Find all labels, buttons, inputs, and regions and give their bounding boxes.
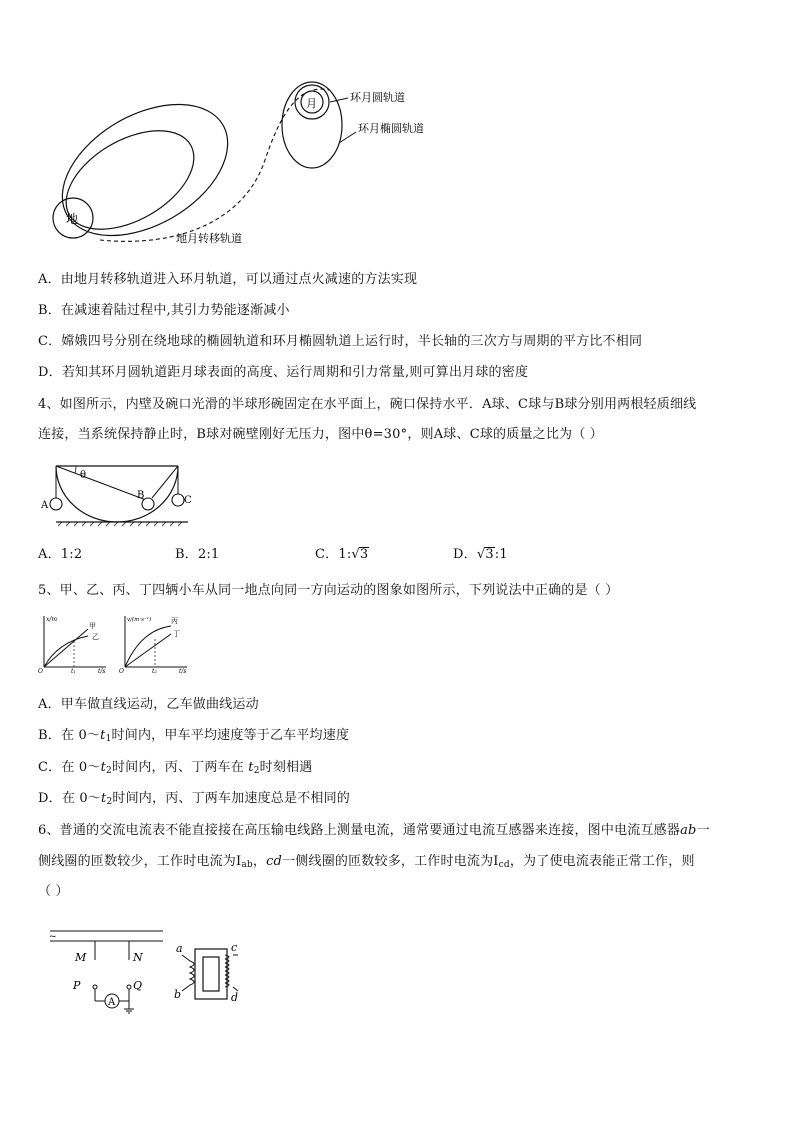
q4-option-d-suffix: :1: [494, 547, 508, 562]
q5-c-t: t: [100, 760, 106, 775]
q5-c-sub: 2: [106, 766, 112, 776]
vt-ylabel: v/(m·s⁻¹): [127, 617, 152, 623]
q6-l2-post: ，为了使电流表能正常工作，则: [509, 854, 695, 869]
q5-option-d: [38, 791, 350, 810]
label-d: d: [231, 991, 239, 1004]
earth-label: 地: [66, 212, 79, 226]
label-b: B: [137, 490, 145, 501]
label-a: a: [176, 942, 183, 955]
label-b: b: [174, 988, 182, 1001]
label-transfer-orbit: 地月转移轨道: [176, 232, 242, 245]
q5-c-sub2: 2: [253, 766, 260, 776]
label-c: C: [184, 495, 192, 506]
q5-c-mid: 时间内，丙、丁两车在: [111, 760, 249, 775]
vt-t2-label: t₂: [152, 668, 157, 674]
terminal-p: [93, 985, 97, 989]
q6-l2-mid: ，: [252, 854, 267, 869]
vt-line-ding: [125, 634, 171, 667]
q5-d-sub: 2: [106, 797, 113, 807]
q6-l2-mid2: 一侧线圈的匝数较多，工作时电流为I: [282, 854, 499, 869]
q6-l2-sub1: ab: [241, 860, 253, 870]
q6-l2-cd: cd: [266, 854, 283, 869]
q4-stem-line2: 连接，当系统保持静止时，B球对碗壁刚好无压力，图中θ=30°，则A球、C球的质量之比为（ ）: [38, 427, 603, 442]
q4-stem-line1: 4、如图所示，内壁及碗口光滑的半球形碗固定在水平面上，碗口保持水平．A球、C球与B球分别用两根轻质细线: [38, 397, 697, 412]
primary-coil: [190, 961, 194, 985]
q4-option-c: C．1:√3: [315, 547, 369, 562]
q5-c-t2: t: [248, 760, 254, 775]
xt-xlabel: t/s: [98, 668, 106, 674]
q3-option-c: C．嫦娥四号分别在绕地球的椭圆轨道和环月椭圆轨道上运行时，半长轴的三次方与周期的平方比不相同: [38, 334, 643, 349]
q6-l1-post: 一: [696, 823, 710, 838]
label-elliptic-orbit: 环月椭圆轨道: [358, 122, 424, 135]
ball-c: [172, 494, 184, 506]
q3-option-b: B．在减速着陆过程中,其引力势能逐渐减小: [38, 303, 290, 318]
label-circular-orbit: 环月圆轨道: [350, 91, 405, 104]
label-m: M: [75, 951, 87, 964]
lead-b: [182, 985, 190, 991]
bowl-diagram: [38, 460, 198, 530]
q4-option-d-prefix: D．: [453, 547, 477, 562]
xt-ylabel: x/m: [46, 616, 58, 623]
q4-option-d-root: 3: [485, 547, 494, 562]
string-a-b: [56, 466, 146, 500]
circuit-diagram: [45, 925, 245, 1015]
string-b-c: [152, 466, 178, 498]
ammeter-label: A: [108, 997, 116, 1008]
vt-graph: [117, 612, 193, 674]
q5-c-post: 时刻相遇: [259, 760, 313, 775]
vt-curve-bing: [125, 626, 171, 667]
xt-label-yi: 乙: [92, 633, 99, 641]
q6-l1-pre: 6、普通的交流电流表不能直接接在高压输电线路上测量电流，通常要通过电流互感器来连接，图中电流互感器: [38, 823, 681, 838]
q5-d-pre: D．在 0～: [38, 791, 102, 806]
q5-d-t: t: [101, 791, 107, 806]
theta-arc: [75, 466, 76, 473]
label-p: P: [73, 979, 81, 992]
vt-xlabel: t/s: [179, 668, 187, 674]
q5-b-pre: B．在 0～: [38, 728, 101, 743]
q3-option-a: A．由地月转移轨道进入环月轨道，可以通过点火减速的方法实现: [38, 272, 418, 287]
q5-stem: 5、甲、乙、丙、丁四辆小车从同一地点向同一方向运动的图象如图所示，下列说法中正确的是（ ）: [38, 583, 619, 598]
q6-l1-ab: ab: [680, 823, 697, 838]
xt-t1-label: t₁: [71, 668, 76, 674]
q6-l2-sub2: cd: [498, 860, 510, 870]
theta-label: θ: [80, 470, 87, 481]
q6-stem-line3: （ ）: [38, 884, 69, 899]
q6-stem-line2: [38, 854, 695, 873]
ac-symbol: ~: [49, 932, 57, 942]
q5-b-t: t: [100, 728, 106, 743]
q4-option-a: A．1:2: [38, 547, 83, 562]
q5-option-a: A．甲车做直线运动，乙车做曲线运动: [38, 697, 259, 712]
xt-graph: [36, 612, 112, 674]
q4-option-c-root: 3: [359, 547, 369, 562]
xt-curve-yi: [44, 636, 88, 667]
xt-line-jia: [44, 629, 88, 667]
earth-inner-orbit: [49, 110, 210, 249]
transfer-orbit: [100, 89, 330, 241]
moon-label: 月: [306, 97, 317, 110]
vt-label-bing: 丙: [171, 617, 178, 625]
q5-b-post: 时间内，甲车平均速度等于乙车平均速度: [111, 728, 350, 743]
q4-option-b: B．2:1: [175, 547, 220, 562]
lead-a: [182, 955, 190, 961]
q4-option-c-prefix: C．1:: [315, 547, 352, 562]
vt-origin: O: [119, 668, 124, 674]
transformer-core-inner: [203, 957, 219, 991]
xt-origin: O: [38, 668, 43, 674]
label-a: A: [41, 500, 49, 511]
leader-circular: [330, 98, 348, 102]
q4-option-d: D．√3:1: [453, 547, 508, 562]
orbit-diagram: [30, 80, 470, 250]
q5-option-b: [38, 728, 349, 747]
xt-label-jia: 甲: [89, 622, 96, 630]
bowl: [56, 466, 178, 522]
q3-option-d: D．若知其环月圆轨道距月球表面的高度、运行周期和引力常量,则可算出月球的密度: [38, 365, 529, 380]
label-n: N: [133, 951, 143, 964]
moon-elliptic-orbit: [282, 82, 342, 168]
label-q: Q: [133, 979, 143, 992]
q5-b-sub: 1: [105, 734, 112, 744]
q5-d-post: 时间内，丙、丁两车加速度总是不相同的: [112, 791, 351, 806]
label-c: c: [231, 941, 238, 954]
q6-stem-line1: [38, 823, 710, 839]
q5-c-pre: C．在 0～: [38, 760, 101, 775]
terminal-q: [127, 985, 131, 989]
q6-l2-pre: 侧线圈的匝数较少，工作时电流为I: [38, 854, 242, 869]
ball-a: [50, 498, 62, 510]
q5-option-c: [38, 760, 312, 779]
vt-label-ding: 丁: [173, 630, 180, 638]
